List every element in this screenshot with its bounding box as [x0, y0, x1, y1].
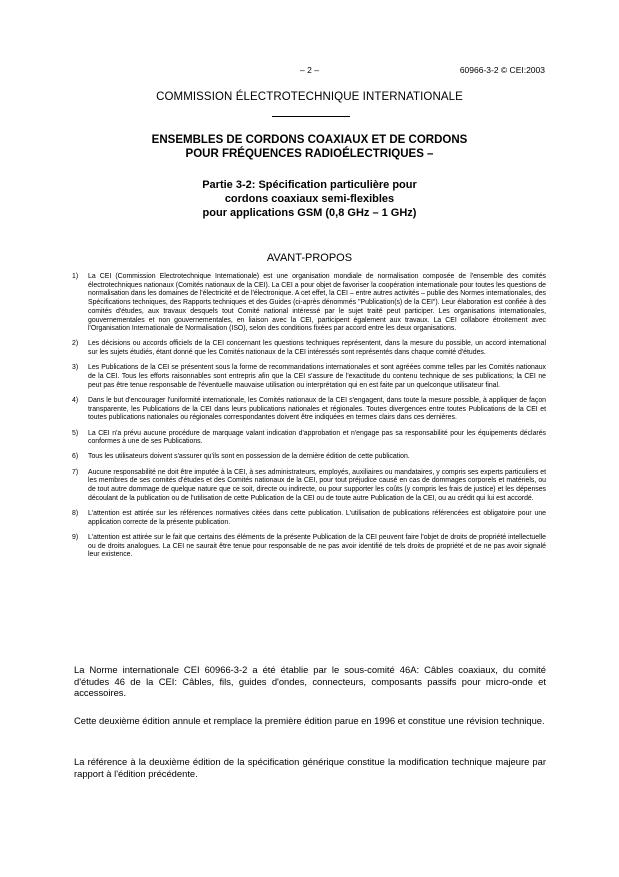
document-reference: 60966-3-2 © CEI:2003 [459, 65, 545, 75]
item-number: 3) [72, 364, 79, 372]
foreword-heading: AVANT-PROPOS [266, 252, 353, 264]
subtitle-line: Partie 3-2: Spécification particulière pour [202, 179, 417, 191]
foreword-list [72, 273, 546, 566]
foreword-item [72, 469, 546, 504]
foreword-item [72, 430, 546, 447]
foreword-item [72, 534, 546, 560]
foreword-item [72, 453, 546, 462]
item-text: La CEI n'a prévu aucune procédure de marquage valant indication d'approbation et n'engage pas sa responsabilité pour les équipements déclarés conformes à une de ses Publications. [88, 429, 546, 446]
foreword-item [72, 273, 546, 334]
subtitle-line: pour applications GSM (0,8 GHz – 1 GHz) [202, 207, 417, 219]
item-number: 9) [72, 533, 79, 541]
body-paragraph: Cette deuxième édition annule et remplace la première édition parue en 1996 et constitue une révision technique. [74, 715, 545, 726]
item-text: L'attention est attirée sur le fait que certains des éléments de la présente Publication de la CEI peuvent faire l'objet de droits de propriété intellectuelle ou de droits analogues. La CEI ne saurait être tenue pour responsable de ne pas avoir identifié de tels droits de propriété et de ne pas avoir signalé leur existence. [88, 533, 546, 559]
document-title [0, 133, 619, 161]
item-text: L'attention est attirée sur les références normatives citées dans cette publication. L'utilisation de publications référencées est obligatoire pour une application correcte de la présente publication. [88, 509, 546, 526]
item-text: Dans le but d'encourager l'uniformité internationale, les Comités nationaux de la CEI s'engagent, dans toute la mesure possible, à appliquer de façon transparente, les Publications de la CEI dans leurs publications nationales et régionales. Toutes divergences entre toutes Publications de la CEI et toutes publications nationales ou régionales correspondantes doivent être indiquées en termes clairs dans ces dernières. [88, 396, 546, 422]
page-number: – 2 – [300, 65, 319, 75]
body-paragraph: La référence à la deuxième édition de la spécification générique constitue la modification technique majeure par rapport à l'édition précédente. [74, 756, 546, 779]
foreword-item [72, 364, 546, 390]
item-text: Les Publications de la CEI se présentent sous la forme de recommandations internationales et sont agréées comme telles par les Comités nationaux de la CEI. Tous les efforts raisonnables sont entrepris afin que la CEI s'assure de l'exactitude du contenu technique de ses publications; la CEI ne peut pas être tenue responsable de l'éventuelle mauvaise utilisation ou interprétation qui en est faite par un quelconque utilisateur final. [88, 364, 546, 389]
item-number: 2) [72, 340, 79, 348]
document-subtitle [0, 178, 619, 220]
item-text: Aucune responsabilité ne doit être imputée à la CEI, à ses administrateurs, employés, auxiliaires ou mandataires, y compris ses experts particuliers et les membres de ses comités d'études et des Comités nationaux de la CEI, pour tout préjudice causé en cas de dommages corporels et matériels, ou de tout autre dommage de quelque nature que ce soit, directe ou indirecte, ou pour supporter les coûts (y compris les frais de justice) et les dépenses découlant de la publication ou de l'utilisation de cette Publication de la CEI ou de toute autre Publication de la CEI, ou au crédit qui lui est accordé. [88, 468, 546, 502]
foreword-item [72, 397, 546, 423]
foreword-item [72, 510, 546, 527]
item-number: 5) [72, 429, 79, 437]
item-text: La CEI (Commission Electrotechnique Internationale) est une organisation mondiale de normalisation composée de l'ensemble des comités électrotechniques nationaux (Comités nationaux de la CEI). La CEI a pour objet de favoriser la coopération internationale pour toutes les questions de normalisation dans les domaines de l'électricité et de l'électronique. A cet effet, la CEI – entre autres activités – publie des Normes internationales, des Spécifications techniques, des Rapports techniques et des Guides (ci-après dénommés "Publication(s) de la CEI"). Leur élaboration est confiée à des comités d'études, aux travaux desquels tout Comité national intéressé par le sujet traité peut participer. Les organisations internationales, gouvernementales et non gouvernementales, en liaison avec la CEI, participent également aux travaux. La CEI collabore étroitement avec l'Organisation Internationale de Normalisation (ISO), selon des conditions fixées par accord entre les deux organisations. [88, 273, 546, 333]
body-paragraph: La Norme internationale CEI 60966-3-2 a été établie par le sous-comité 46A: Câbles coaxiaux, du comité d'études 46 de la CEI: Câbles, fils, guides d'ondes, connecteurs, composants passifs pour micro-onde et accessoires. [74, 664, 546, 699]
title-line: POUR FRÉQUENCES RADIOÉLECTRIQUES – [185, 148, 434, 160]
item-text: Tous les utilisateurs doivent s'assurer qu'ils sont en possession de la dernière édition de cette publication. [88, 453, 410, 461]
item-number: 4) [72, 396, 79, 404]
foreword-item [72, 340, 546, 357]
subtitle-line: cordons coaxiaux semi-flexibles [224, 193, 395, 205]
item-number: 7) [72, 468, 79, 476]
title-line: ENSEMBLES DE CORDONS COAXIAUX ET DE CORDONS [151, 134, 468, 146]
organization-name: COMMISSION ÉLECTROTECHNIQUE INTERNATIONALE [156, 91, 463, 103]
separator-rule [272, 116, 350, 117]
item-number: 1) [72, 273, 79, 280]
item-number: 6) [72, 453, 79, 461]
item-text: Les décisions ou accords officiels de la CEI concernant les questions techniques représentent, dans la mesure du possible, un accord international sur les sujets étudiés, étant donné que les Comités nationaux de la CEI intéressés sont représentés dans chaque comité d'études. [88, 340, 546, 357]
item-number: 8) [72, 509, 79, 517]
